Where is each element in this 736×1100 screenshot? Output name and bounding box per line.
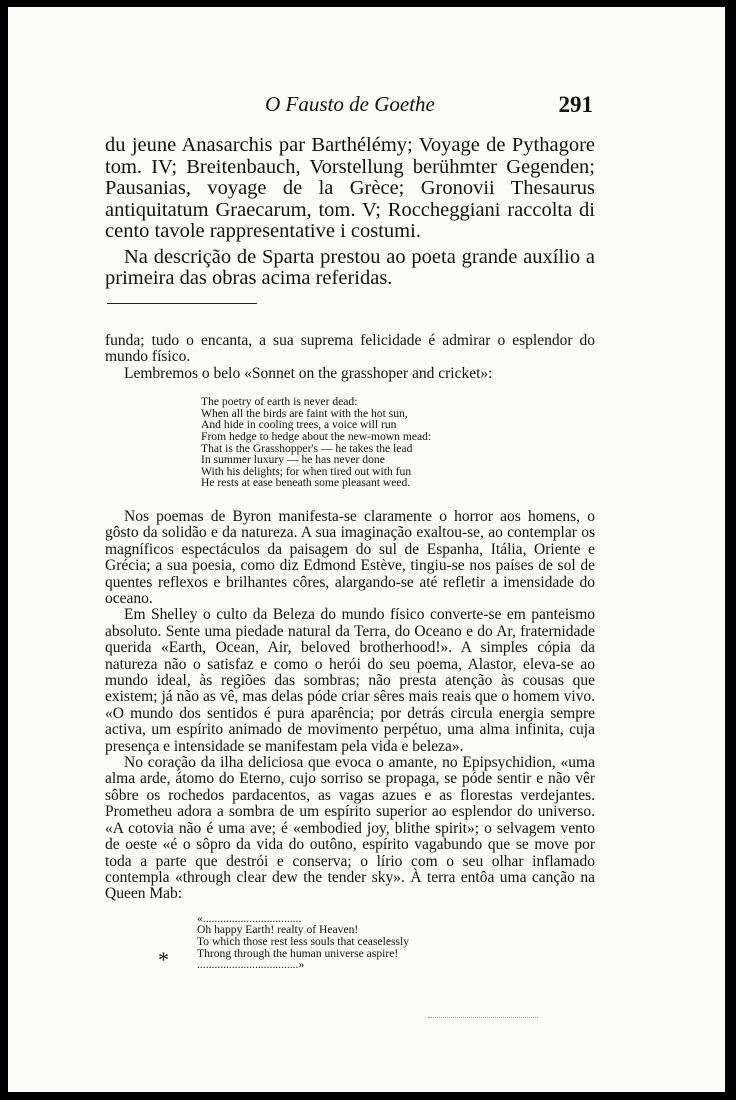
- document-page: [8, 7, 725, 1092]
- paragraph-shelley: Em Shelley o culto da Beleza do mundo físico converte-se em panteismo absoluto. Sente uma piedade natural da Terra, do Oceano e do Ar, fraternidade querida «Earth, Ocean, Air, beloved brotherhood!». A simples cópia da natureza não o satisfaz e como o herói do seu poema, Alastor, eleva-se ao mundo ideal, às regiões das sombras; não presta atenção às cousas que existem; já não as vê, mas delas póde criar sêres mais reais que o homem vivo. «O mundo dos sentidos é pura aparência; por detrás circula energia sempre activa, um espírito animado de movimento perpétuo, uma alma infinita, cuja presença e intensidade se manifestam pela vida e beleza».: [105, 606, 595, 755]
- page-number: 291: [558, 92, 593, 117]
- poem-line: When all the birds are faint with the hot sun,: [201, 406, 408, 420]
- poem-line: The poetry of earth is never dead:: [201, 395, 358, 409]
- queen-mab-quote: [197, 913, 595, 971]
- poem-line: With his delights; for when tired out with fun: [201, 464, 412, 478]
- scan-smudge: [428, 1017, 538, 1018]
- poem-line: Oh happy Earth! realty of Heaven!: [197, 923, 359, 937]
- running-title: O Fausto de Goethe: [265, 92, 435, 116]
- poem-line: From hedge to hedge about the new-mown mead:: [201, 430, 432, 443]
- paragraph-byron: Nos poemas de Byron manifesta-se claramente o horror aos homens, o gôsto da solidão e da natureza. A sua imaginação exaltou-se, ao contemplar os magníficos espectáculos da paisagem do sul de Espanha, Itália, Oriente e Grécia; a sua poesia, como diz Edmond Estève, tingiu-se nos países de sol de quentes reflexos e brilhantes côres, alargando-se até refletir a imensidade do oceano.: [105, 507, 595, 607]
- sonnet-quote: [201, 396, 595, 489]
- poem-line: In summer luxury — he has never done: [201, 453, 385, 467]
- poem-line: That is the Grasshopper's — he takes the lead: [201, 441, 413, 455]
- page-header: [105, 92, 595, 118]
- poem-line: ...................................»: [197, 958, 305, 972]
- paragraph-funda: funda; tudo o encanta, a sua suprema felicidade é admirar o esplendor do mundo físico.: [105, 332, 595, 366]
- main-text: [105, 333, 595, 971]
- footnote-paragraph-1: du jeune Anasarchis par Barthélémy; Voyage de Pythagore tom. IV; Breitenbauch, Vorstellung berühmter Gegenden; Pausanias, voyage de la Grèce; Gronovii Thesaurus antiquitatum Graecarum, tom. V; Roccheggiani raccolta di cento tavole rappresentative i costumi.: [105, 134, 595, 242]
- poem-line: And hide in cooling trees, a voice will run: [201, 418, 397, 432]
- poem-line: Throng through the human universe aspire!: [197, 946, 399, 960]
- section-divider: [107, 303, 257, 304]
- asterisk-mark: *: [158, 947, 169, 972]
- continued-footnote: [105, 135, 595, 290]
- footnote-paragraph-2: Na descrição de Sparta prestou ao poeta grande auxílio a primeira das obras acima referidas.: [105, 245, 595, 289]
- poem-line: He rests at ease beneath some pleasant weed.: [201, 476, 411, 490]
- poem-line: To which those rest less souls that ceaselessly: [197, 934, 410, 948]
- paragraph-sonnet-intro: Lembremos o belo «Sonnet on the grasshoper and cricket»:: [124, 364, 493, 382]
- poem-line: «..................................: [197, 911, 302, 925]
- paragraph-epipsychidion: No coração da ilha deliciosa que evoca o amante, no Epipsychidion, «uma alma arde, átomo do Eterno, cujo sorriso se propaga, se póde sentir e não vêr sôbre os rochedos pardacentos, as vagas azues e as florestas verdejantes. Prometheu adora a sombra de um espírito superior ao esplendor do universo. «A cotovia não é uma ave; é «embodied joy, blithe spirit»; o selvagem vento de oeste «é o sôpro da vida do outôno, espírito vagabundo que se move por toda a parte que destrói e conserva; o lírio com o seu olhar inflamado contempla «through clear dew the tender sky». À terra entôa uma canção na Queen Mab:: [105, 754, 595, 903]
